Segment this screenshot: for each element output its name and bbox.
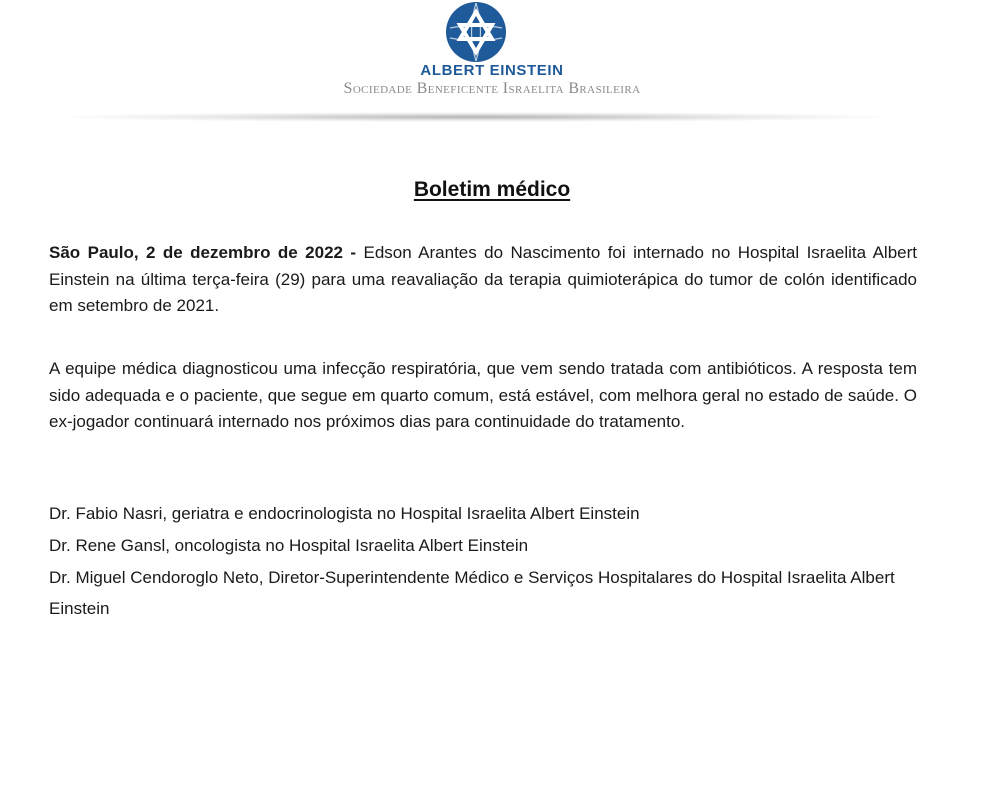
paragraph-intro: [49, 240, 917, 320]
paragraph-status: A equipe médica diagnosticou uma infecção respiratória, que vem sendo tratada com antibióticos. A resposta tem sido adequada e o paciente, que segue em quarto comum, está estável, com melhora geral no estado de saúde. O ex-jogador continuará internado nos próximos dias para continuidade do tratamento.: [49, 359, 917, 431]
dateline: São Paulo, 2 de dezembro de 2022 -: [49, 243, 357, 262]
organization-name: ALBERT EINSTEIN: [420, 62, 564, 79]
letterhead: [0, 0, 984, 140]
signature-line: Dr. Rene Gansl, oncologista no Hospital Israelita Albert Einstein: [49, 536, 529, 555]
organization-subtitle: Sociedade Beneficente Israelita Brasileira: [343, 80, 641, 97]
header-divider: [60, 112, 890, 122]
document-title: Boletim médico: [413, 178, 571, 201]
signature-line: Dr. Miguel Cendoroglo Neto, Diretor-Superintendente Médico e Serviços Hospitalares do Hospital Israelita Albert Einstein: [49, 568, 895, 618]
paragraph-intro-body: Edson Arantes do Nascimento foi internado no Hospital Israelita Albert Einstein na última terça-feira (29) para uma reavaliação da terapia quimioterápica do tumor de colón identificado em setembro de 2021.: [49, 243, 917, 315]
star-of-david-globe-icon: [445, 1, 507, 63]
signature-line: Dr. Fabio Nasri, geriatra e endocrinologista no Hospital Israelita Albert Einstein: [49, 504, 640, 523]
